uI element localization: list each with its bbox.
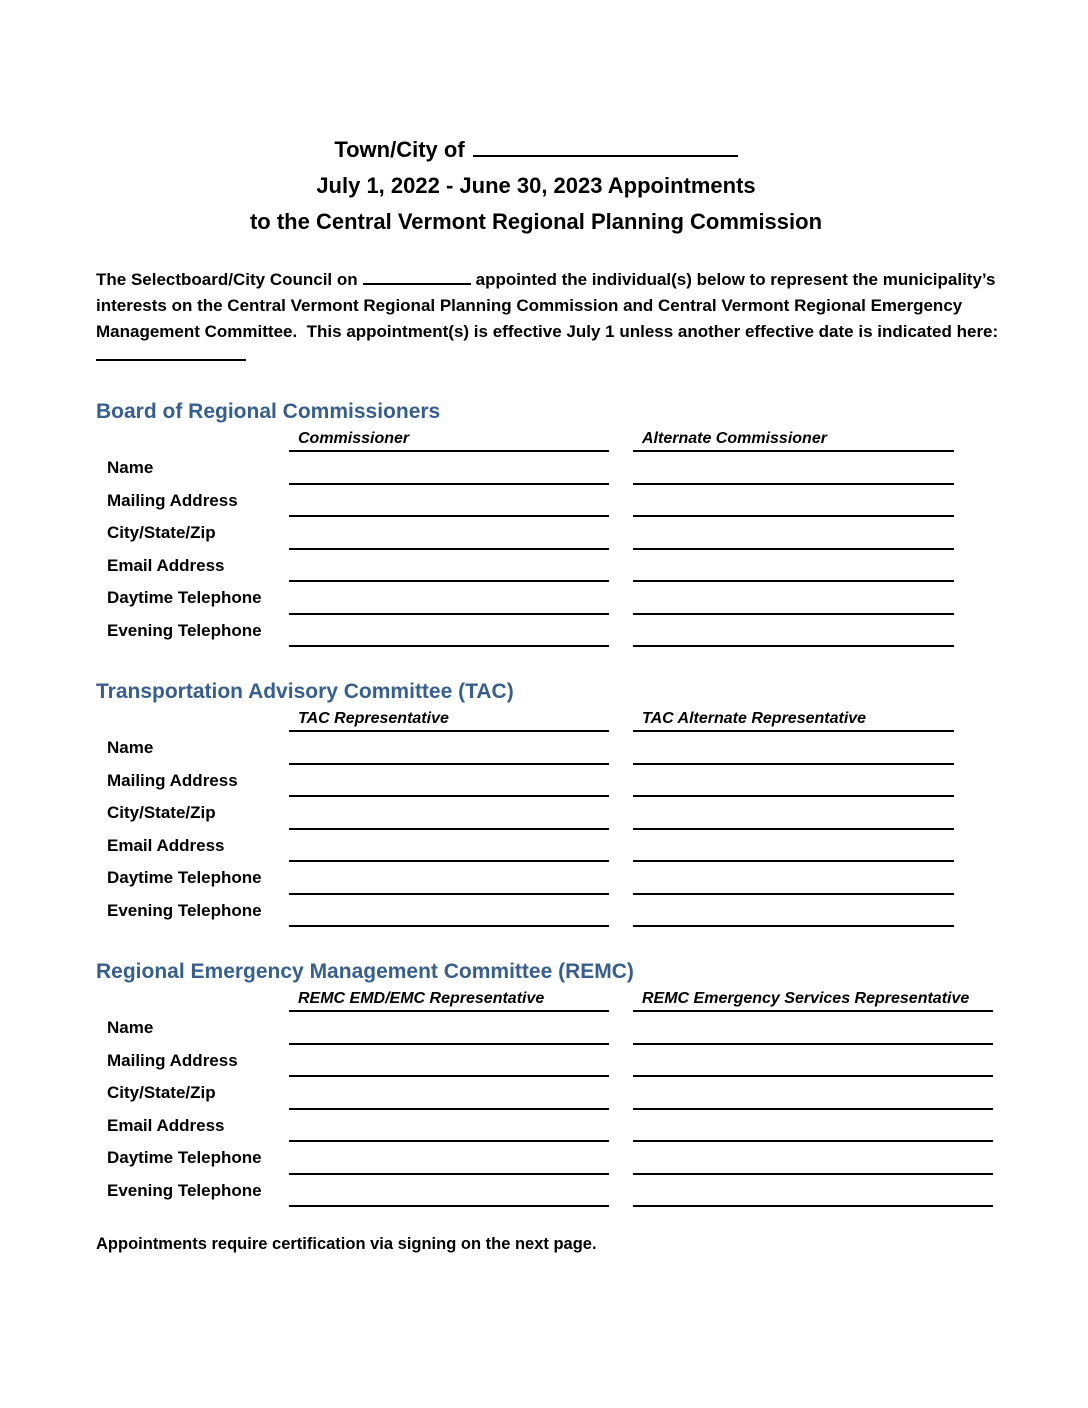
remc-header-spacer: [96, 988, 289, 1012]
board-row-label-city-state-zip: City/State/Zip: [107, 523, 216, 543]
appointed-on-date-blank-field[interactable]: [363, 271, 471, 285]
remc-col-header-emergency-services-representative: REMC Emergency Services Representative: [633, 988, 993, 1012]
remc-emergency-services-city-state-zip-field[interactable]: [633, 1077, 993, 1110]
column-gap: [609, 732, 633, 765]
column-gap: [609, 1012, 633, 1045]
column-gap: [609, 862, 633, 895]
board-col-header-commissioner: Commissioner: [289, 428, 609, 452]
tac-col-header-alternate-representative: TAC Alternate Representative: [633, 708, 954, 732]
alternate-commissioner-name-field[interactable]: [633, 452, 954, 485]
commissioner-daytime-telephone-field[interactable]: [289, 582, 609, 615]
board-row-label-mailing-address: Mailing Address: [107, 490, 238, 510]
board-row-label-name: Name: [107, 458, 154, 478]
intro-paragraph: [96, 267, 1001, 345]
section-regional-emergency-management-committee: [96, 959, 1088, 1207]
commissioner-mailing-address-field[interactable]: [289, 485, 609, 518]
alternate-commissioner-city-state-zip-field[interactable]: [633, 517, 954, 550]
remc-emergency-services-name-field[interactable]: [633, 1012, 993, 1045]
column-gap: [609, 988, 633, 1012]
town-city-blank-field[interactable]: [473, 139, 738, 157]
column-gap: [609, 550, 633, 583]
tac-row-label-mailing-address: Mailing Address: [107, 770, 238, 790]
intro-text-before-blank: The Selectboard/City Council on: [96, 270, 358, 289]
title-line-town-city: [0, 132, 1072, 168]
tac-table: [96, 708, 1088, 927]
tac-representative-daytime-telephone-field[interactable]: [289, 862, 609, 895]
remc-row-label-email-address: Email Address: [107, 1115, 225, 1135]
tac-alternate-mailing-address-field[interactable]: [633, 765, 954, 798]
column-gap: [609, 517, 633, 550]
title-line-dates: July 1, 2022 - June 30, 2023 Appointments: [316, 173, 756, 198]
column-gap: [609, 1142, 633, 1175]
section-heading-remc: Regional Emergency Management Committee (REMC): [96, 960, 634, 983]
board-table: [96, 428, 1088, 647]
commissioner-evening-telephone-field[interactable]: [289, 615, 609, 648]
tac-alternate-evening-telephone-field[interactable]: [633, 895, 954, 928]
remc-emd-emc-name-field[interactable]: [289, 1012, 609, 1045]
tac-row-label-name: Name: [107, 738, 154, 758]
column-gap: [609, 895, 633, 928]
column-gap: [609, 615, 633, 648]
tac-row-label-city-state-zip: City/State/Zip: [107, 803, 216, 823]
tac-alternate-daytime-telephone-field[interactable]: [633, 862, 954, 895]
section-board-of-regional-commissioners: [96, 399, 1088, 647]
tac-alternate-city-state-zip-field[interactable]: [633, 797, 954, 830]
alternate-commissioner-email-address-field[interactable]: [633, 550, 954, 583]
column-gap: [609, 1045, 633, 1078]
remc-emergency-services-daytime-telephone-field[interactable]: [633, 1142, 993, 1175]
alternate-commissioner-daytime-telephone-field[interactable]: [633, 582, 954, 615]
column-gap: [609, 1110, 633, 1143]
alternate-commissioner-mailing-address-field[interactable]: [633, 485, 954, 518]
remc-row-label-evening-telephone: Evening Telephone: [107, 1180, 262, 1200]
column-gap: [609, 797, 633, 830]
intro-text-after-blank: appointed the individual(s) below to represent the municipality’s: [475, 270, 996, 289]
remc-row-label-city-state-zip: City/State/Zip: [107, 1083, 216, 1103]
section-heading-board: Board of Regional Commissioners: [96, 400, 441, 423]
tac-col-header-representative: TAC Representative: [289, 708, 609, 732]
commissioner-name-field[interactable]: [289, 452, 609, 485]
remc-table: [96, 988, 1088, 1207]
tac-row-label-daytime-telephone: Daytime Telephone: [107, 868, 262, 888]
commissioner-city-state-zip-field[interactable]: [289, 517, 609, 550]
title-town-city-label: Town/City of: [334, 137, 465, 162]
column-gap: [609, 582, 633, 615]
remc-emd-emc-mailing-address-field[interactable]: [289, 1045, 609, 1078]
column-gap: [609, 708, 633, 732]
tac-alternate-name-field[interactable]: [633, 732, 954, 765]
tac-representative-name-field[interactable]: [289, 732, 609, 765]
section-heading-tac: Transportation Advisory Committee (TAC): [96, 680, 514, 703]
tac-representative-evening-telephone-field[interactable]: [289, 895, 609, 928]
board-row-label-email-address: Email Address: [107, 555, 225, 575]
remc-emd-emc-daytime-telephone-field[interactable]: [289, 1142, 609, 1175]
certification-note: Appointments require certification via signing on the next page.: [96, 1235, 597, 1253]
effective-date-blank-field[interactable]: [96, 359, 246, 361]
title-line-commission: to the Central Vermont Regional Planning Commission: [249, 209, 823, 234]
tac-row-label-evening-telephone: Evening Telephone: [107, 900, 262, 920]
tac-header-spacer: [96, 708, 289, 732]
remc-col-header-emd-emc-representative: REMC EMD/EMC Representative: [289, 988, 609, 1012]
commissioner-email-address-field[interactable]: [289, 550, 609, 583]
section-transportation-advisory-committee: [96, 679, 1088, 927]
remc-emd-emc-evening-telephone-field[interactable]: [289, 1175, 609, 1208]
remc-emergency-services-email-address-field[interactable]: [633, 1110, 993, 1143]
board-row-label-daytime-telephone: Daytime Telephone: [107, 588, 262, 608]
intro-text-line2: interests on the Central Vermont Regional Planning Commission and Central Vermont Regional Emergency: [96, 296, 963, 315]
form-header: [0, 0, 1072, 240]
remc-row-label-name: Name: [107, 1018, 154, 1038]
column-gap: [609, 452, 633, 485]
board-header-spacer: [96, 428, 289, 452]
remc-emergency-services-evening-telephone-field[interactable]: [633, 1175, 993, 1208]
column-gap: [609, 1077, 633, 1110]
remc-emd-emc-email-address-field[interactable]: [289, 1110, 609, 1143]
remc-emergency-services-mailing-address-field[interactable]: [633, 1045, 993, 1078]
board-col-header-alternate-commissioner: Alternate Commissioner: [633, 428, 954, 452]
column-gap: [609, 765, 633, 798]
alternate-commissioner-evening-telephone-field[interactable]: [633, 615, 954, 648]
tac-representative-email-address-field[interactable]: [289, 830, 609, 863]
tac-representative-mailing-address-field[interactable]: [289, 765, 609, 798]
remc-row-label-daytime-telephone: Daytime Telephone: [107, 1148, 262, 1168]
remc-emd-emc-city-state-zip-field[interactable]: [289, 1077, 609, 1110]
remc-row-label-mailing-address: Mailing Address: [107, 1050, 238, 1070]
intro-text-line3: Management Committee. This appointment(s) is effective July 1 unless another effective date is indicated here:: [96, 322, 999, 341]
tac-row-label-email-address: Email Address: [107, 835, 225, 855]
tac-representative-city-state-zip-field[interactable]: [289, 797, 609, 830]
column-gap: [609, 485, 633, 518]
column-gap: [609, 1175, 633, 1208]
board-row-label-evening-telephone: Evening Telephone: [107, 620, 262, 640]
tac-alternate-email-address-field[interactable]: [633, 830, 954, 863]
column-gap: [609, 428, 633, 452]
column-gap: [609, 830, 633, 863]
